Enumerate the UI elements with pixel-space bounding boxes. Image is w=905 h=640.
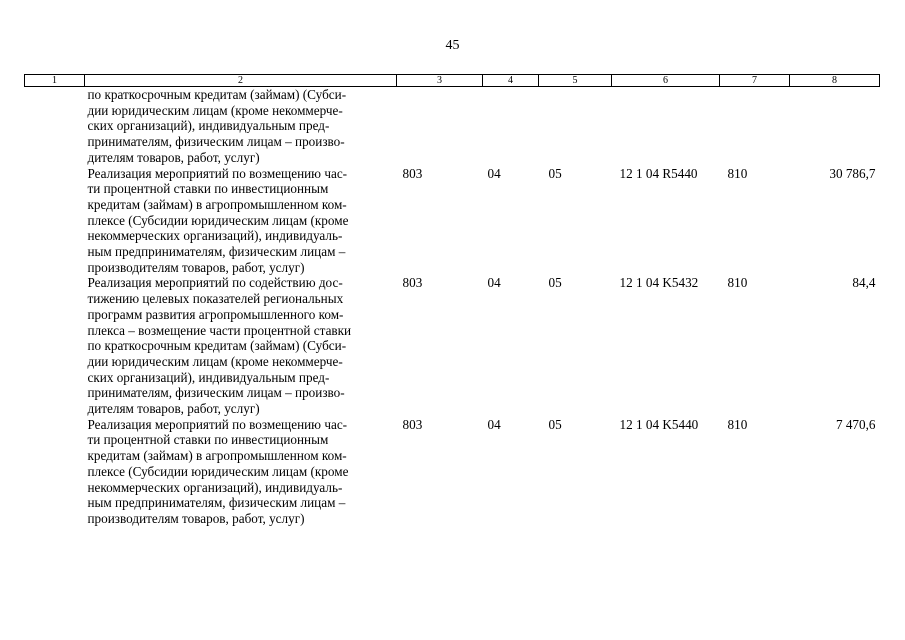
target-article-code: 12 1 04 K5440 — [619, 416, 699, 432]
subsection-code: 05 — [548, 275, 562, 291]
name-line: кредитам (займам) в агропромышленном ком- — [87, 196, 347, 212]
name-line: производителям товаров, работ, услуг) — [87, 510, 305, 526]
name-line: Реализация мероприятий по содействию дос- — [87, 275, 343, 291]
name-line: некоммерческих организаций), индивидуаль- — [87, 228, 343, 244]
section-code: 04 — [487, 275, 501, 291]
table-header — [25, 75, 880, 87]
column-number-4: 4 — [483, 75, 539, 87]
subsection-code: 05 — [548, 165, 562, 181]
name-line: принимателям, физическим лицам – произво- — [87, 385, 345, 401]
column-number-row — [25, 75, 880, 87]
name-line: дии юридическим лицам (кроме некоммерче- — [87, 353, 343, 369]
row-name — [85, 166, 397, 276]
column-number-5: 5 — [539, 75, 612, 87]
name-line: кредитам (займам) в агропромышленном ком- — [87, 448, 347, 464]
expense-type-code: 810 — [727, 275, 748, 291]
table-row — [25, 166, 880, 276]
column-number-2: 2 — [85, 75, 397, 87]
table-row — [25, 275, 880, 416]
row-name — [85, 275, 397, 416]
name-line: производителям товаров, работ, услуг) — [87, 259, 305, 275]
expense-type-code: 810 — [727, 416, 748, 432]
name-line: ным предпринимателям, физическим лицам – — [87, 244, 346, 260]
name-line: плекса – возмещение части процентной ставки — [87, 322, 352, 338]
target-article-code: 12 1 04 R5440 — [619, 165, 698, 181]
column-number-1: 1 — [25, 75, 85, 87]
name-line: плексе (Субсидии юридическим лицам (кроме — [87, 463, 349, 479]
ministry-code: 803 — [402, 275, 423, 291]
name-line: принимателям, физическим лицам – произво- — [87, 134, 345, 150]
name-line: некоммерческих организаций), индивидуаль- — [87, 479, 343, 495]
name-line: тижению целевых показателей региональных — [87, 291, 344, 307]
name-line: ным предпринимателям, физическим лицам – — [87, 495, 346, 511]
name-line: плексе (Субсидии юридическим лицам (кроме — [87, 212, 349, 228]
name-line: Реализация мероприятий по возмещению час- — [87, 165, 348, 181]
column-number-6: 6 — [612, 75, 720, 87]
amount: 30 786,7 — [829, 165, 876, 181]
name-line: ти процентной ставки по инвестиционным — [87, 432, 329, 448]
page-number: 45 — [445, 38, 460, 53]
column-number-7: 7 — [720, 75, 790, 87]
column-number-3: 3 — [397, 75, 483, 87]
expense-type-code: 810 — [727, 165, 748, 181]
name-line: ских организаций), индивидуальным пред- — [87, 369, 330, 385]
name-line: ских организаций), индивидуальным пред- — [87, 118, 330, 134]
name-line: дии юридическим лицам (кроме некоммерче- — [87, 102, 343, 118]
name-line: дителям товаров, работ, услуг) — [87, 401, 260, 417]
row-name — [85, 417, 397, 527]
column-number-8: 8 — [790, 75, 880, 87]
table-row-continuation — [25, 87, 880, 166]
section-code: 04 — [487, 416, 501, 432]
name-line: программ развития агропромышленного ком- — [87, 306, 344, 322]
ministry-code: 803 — [402, 165, 423, 181]
name-line: по краткосрочным кредитам (займам) (Субси- — [87, 338, 347, 354]
ministry-code: 803 — [402, 416, 423, 432]
subsection-code: 05 — [548, 416, 562, 432]
budget-table — [24, 74, 880, 527]
row-name — [85, 87, 397, 166]
target-article-code: 12 1 04 K5432 — [619, 275, 699, 291]
amount: 7 470,6 — [835, 416, 876, 432]
name-line: по краткосрочным кредитам (займам) (Субси- — [87, 87, 347, 102]
name-line: ти процентной ставки по инвестиционным — [87, 181, 329, 197]
amount: 84,4 — [852, 275, 876, 291]
name-line: дителям товаров, работ, услуг) — [87, 149, 260, 165]
section-code: 04 — [487, 165, 501, 181]
table-row — [25, 417, 880, 527]
name-line: Реализация мероприятий по возмещению час- — [87, 416, 348, 432]
